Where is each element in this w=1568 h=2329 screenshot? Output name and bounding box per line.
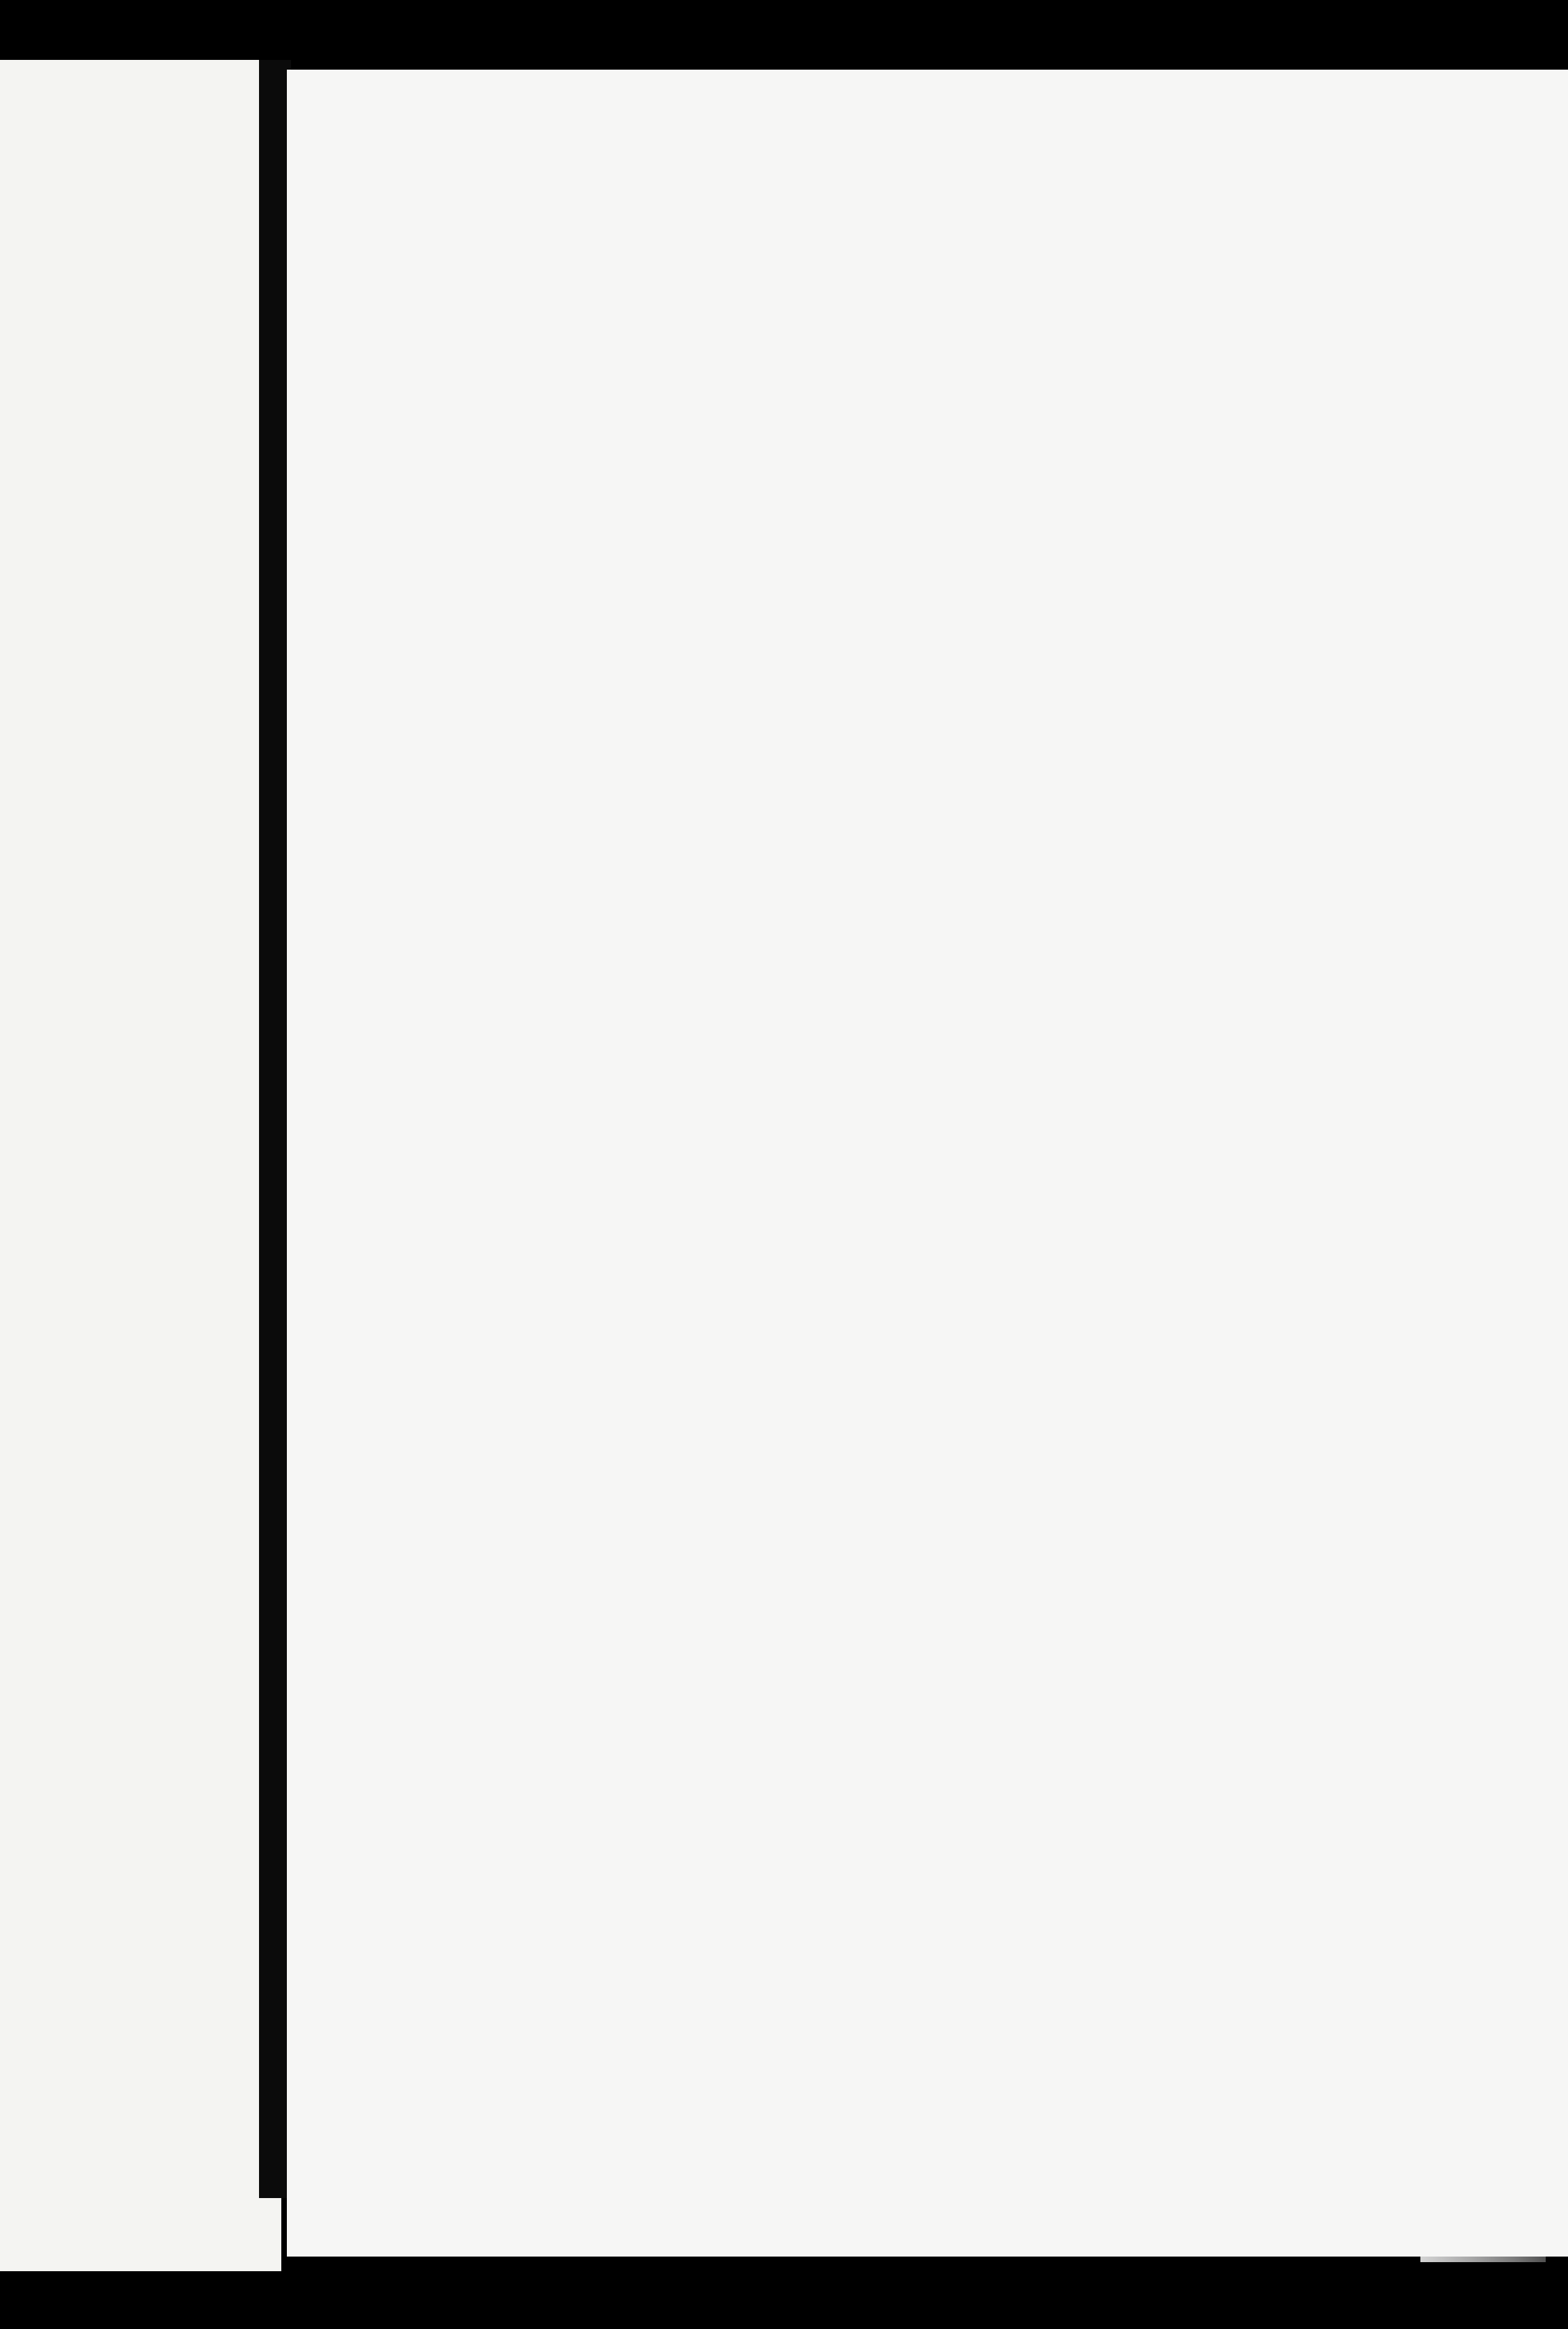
right-page [287, 70, 1568, 2257]
running-head [322, 196, 1326, 235]
left-page [0, 60, 281, 2271]
